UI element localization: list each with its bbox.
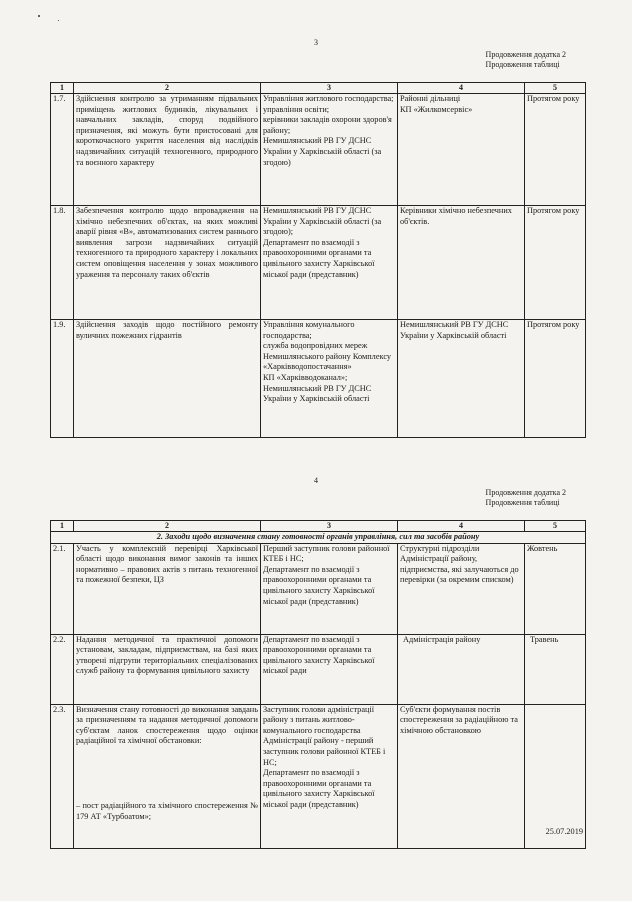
col-header: 1 (51, 521, 74, 532)
header-row (51, 521, 586, 532)
continuation-note (486, 488, 566, 508)
executor: Немишлянський РВ ГУ ДСНС України у Харківській області (за згодою); (263, 206, 382, 237)
executor: Управління комунального господарства; (263, 320, 355, 340)
executor: Управління житлового господарства; (263, 94, 394, 103)
continuation-line: Продовження додатка 2 (485, 488, 566, 497)
table-row (51, 320, 586, 438)
involved-cell (398, 543, 525, 634)
involved-cell (398, 704, 525, 848)
executor: Департамент по взаємодії з правоохоронними органами та цивільного захисту Харківської міської ради (представник) (263, 768, 375, 809)
action-cell: Участь у комплексній перевірці Харківської області щодо виконання вимог законів та інших нормативно – правових актів з питань техногенної та пожежної безпеки, ЦЗ (74, 543, 261, 634)
action-cell: Забезпечення контролю щодо впровадження на хімічно небезпечних об'єктах, на яких можливі аварії рівня «В», автоматизованих систем раннього виявлення загрози надзвичайних ситуацій техногенного та природного характеру і локальних систем оповіщення населення у зонах можливого ураження та персоналу таких об'єктів (74, 206, 261, 320)
section-title-row (51, 532, 586, 544)
table-row (51, 634, 586, 704)
term-cell: Жовтень (525, 543, 586, 634)
plan-table-page4 (50, 520, 586, 849)
row-number: 1.7. (51, 94, 74, 206)
scan-mark (58, 20, 59, 21)
action-text: Визначення стану готовності до виконання завдань за призначенням та надання методичної допомоги суб'єктам ланок спостереження щодо оцінки радіаційної та хімічної обстановки: (76, 704, 258, 746)
page-number: 4 (314, 476, 318, 485)
term-cell (525, 704, 586, 848)
row-number: 1.9. (51, 320, 74, 438)
executors-cell (261, 94, 398, 206)
scan-mark (38, 15, 40, 17)
page-number: 3 (314, 38, 318, 47)
col-header: 2 (74, 521, 261, 532)
col-header: 5 (525, 83, 586, 94)
executor: Департамент по взаємодії з правоохоронними органами та цивільного захисту Харківської міської ради (представник) (263, 237, 375, 279)
col-header: 2 (74, 83, 261, 94)
col-header: 5 (525, 521, 586, 532)
plan-table-page3 (50, 82, 586, 438)
executor: Перший заступник голови районної КТЕБ і НС; (263, 543, 390, 564)
involved-cell (398, 206, 525, 320)
involved-item: Немишлянський РВ ГУ ДСНС України у Харківській області (400, 320, 509, 340)
executors-cell (261, 206, 398, 320)
executor: Департамент по взаємодії з правоохоронними органами та цивільного захисту Харківської міської ради (представник) (263, 564, 375, 606)
involved-item: Структурні підрозділи Адміністрації району, підприємства, які залучаються до перевірки (за окремим списком) (400, 543, 519, 585)
col-header: 4 (398, 83, 525, 94)
involved-item: Районні дільниці (400, 94, 461, 103)
executors-cell (261, 704, 398, 848)
executor: управління освіти; (263, 104, 330, 114)
executors-cell (261, 634, 398, 704)
term-cell: Травень (525, 634, 586, 704)
row-number: 2.3. (51, 704, 74, 848)
col-header: 3 (261, 83, 398, 94)
col-header: 4 (398, 521, 525, 532)
executors-cell (261, 320, 398, 438)
executor: керівники закладів охорони здоров'я району; (263, 115, 392, 135)
term-date: 25.07.2019 (545, 827, 583, 836)
term-cell: Протягом року (525, 206, 586, 320)
involved-cell (398, 634, 525, 704)
table-row (51, 206, 586, 320)
continuation-note (486, 50, 566, 70)
action-cell: Здійснення контролю за утриманням підвальних приміщень житлових будинків, лікувальних і навчальних закладів, споруд подвійного призначення, які можуть бути пристосовані для короткочасного укриття населення від наслідків надзвичайних ситуацій техногенного, природного та воєнного характеру (74, 94, 261, 206)
table-row (51, 94, 586, 206)
term-cell: Протягом року (525, 320, 586, 438)
section-title: 2. Заходи щодо визначення стану готовності органів управління, сил та засобів району (51, 532, 586, 544)
action-cell: Здійснення заходів щодо постійного ремонту вуличних пожежних гідрантів (74, 320, 261, 438)
row-number: 1.8. (51, 206, 74, 320)
executor: Немишлянський РВ ГУ ДСНС України у Харківській області (263, 383, 372, 404)
continuation-line: Продовження додатка 2 (485, 50, 566, 59)
table-row (51, 543, 586, 634)
header-row (51, 83, 586, 94)
involved-item: КП «Жилкомсервіс» (400, 104, 473, 114)
executors-cell (261, 543, 398, 634)
executor: Заступник голови адміністрації району з питань житлово-комунального господарства Адміністрації району - перший заступник голови районної КТЕБ і НС; (263, 704, 386, 767)
row-number: 2.1. (51, 543, 74, 634)
executor: Немишлянський РВ ГУ ДСНС України у Харківській області (за згодою) (263, 136, 382, 167)
col-header: 3 (261, 521, 398, 532)
row-number: 2.2. (51, 634, 74, 704)
executor: служба водопровідних мереж Немишлянського району Комплексу «Харківводопостачання» (263, 341, 392, 372)
executor: Департамент по взаємодії з правоохоронними органами та цивільного захисту Харківської міської ради (263, 634, 375, 676)
involved-cell (398, 94, 525, 206)
action-cell: Надання методичної та практичної допомоги установам, закладам, підприємствам, на базі яких утворені підгрупи територіальних спеціалізованих служб району та формування цивільного захисту (74, 634, 261, 704)
col-header: 1 (51, 83, 74, 94)
term-cell: Протягом року (525, 94, 586, 206)
continuation-line: Продовження таблиці (485, 60, 560, 69)
executor: КП «Харківводоканал»; (263, 372, 348, 382)
involved-cell (398, 320, 525, 438)
continuation-line: Продовження таблиці (485, 498, 560, 507)
involved-item: Суб'єкти формування постів спостереження за радіаційною та хімічною обстановкою (400, 704, 518, 735)
involved-item: Керівники хімічно небезпечних об'єктів. (400, 206, 512, 226)
action-subitem: – пост радіаційного та хімічного спостереження № 179 АТ «Турбоатом»; (76, 800, 258, 821)
involved-item: Адміністрація району (403, 634, 481, 644)
action-cell (74, 704, 261, 848)
table-row (51, 704, 586, 848)
